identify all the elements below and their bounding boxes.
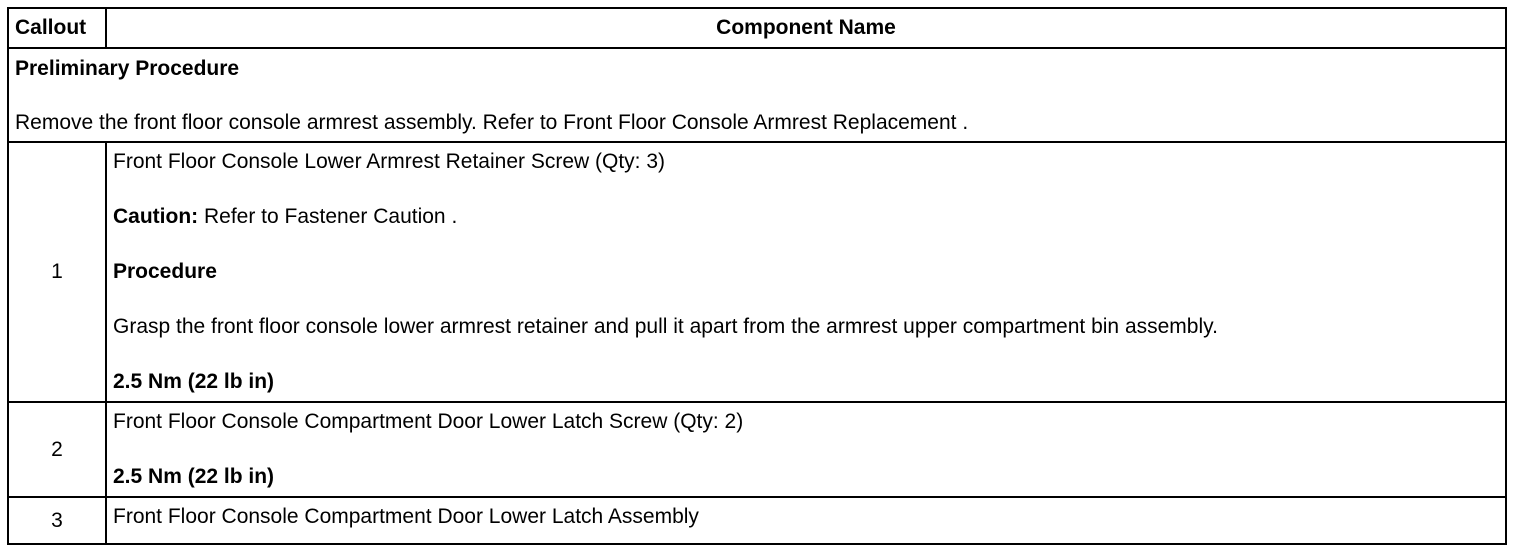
torque-spec: 2.5 Nm (22 lb in) bbox=[113, 465, 275, 488]
component-name: Front Floor Console Compartment Door Lower Latch Screw (Qty: 2) bbox=[113, 410, 744, 433]
torque-spec: 2.5 Nm (22 lb in) bbox=[113, 370, 275, 393]
table-row bbox=[8, 402, 1506, 497]
table-row bbox=[8, 497, 1506, 544]
procedure-label: Procedure bbox=[113, 260, 217, 283]
component-cell bbox=[106, 497, 1506, 544]
callout-header: Callout bbox=[8, 8, 106, 48]
procedure-table bbox=[7, 7, 1507, 545]
callout-number: 1 bbox=[8, 142, 106, 402]
table-row bbox=[8, 142, 1506, 402]
caution-label: Caution: bbox=[113, 205, 199, 228]
table-header-row bbox=[8, 8, 1506, 48]
caution-line bbox=[113, 205, 1499, 229]
preliminary-procedure-cell bbox=[8, 48, 1506, 142]
preliminary-procedure-title: Preliminary Procedure bbox=[15, 57, 240, 80]
caution-text: Refer to Fastener Caution . bbox=[198, 205, 458, 228]
callout-number: 3 bbox=[8, 497, 106, 544]
preliminary-procedure-text: Remove the front floor console armrest assembly. Refer to Front Floor Console Armrest Replacement . bbox=[15, 111, 969, 134]
preliminary-procedure-row bbox=[8, 48, 1506, 142]
callout-number: 2 bbox=[8, 402, 106, 497]
component-cell bbox=[106, 402, 1506, 497]
procedure-text: Grasp the front floor console lower armrest retainer and pull it apart from the armrest upper compartment bin assembly. bbox=[113, 315, 1218, 338]
component-name: Front Floor Console Lower Armrest Retainer Screw (Qty: 3) bbox=[113, 150, 666, 173]
component-name: Front Floor Console Compartment Door Lower Latch Assembly bbox=[113, 505, 699, 528]
component-name-header: Component Name bbox=[106, 8, 1506, 48]
component-cell bbox=[106, 142, 1506, 402]
